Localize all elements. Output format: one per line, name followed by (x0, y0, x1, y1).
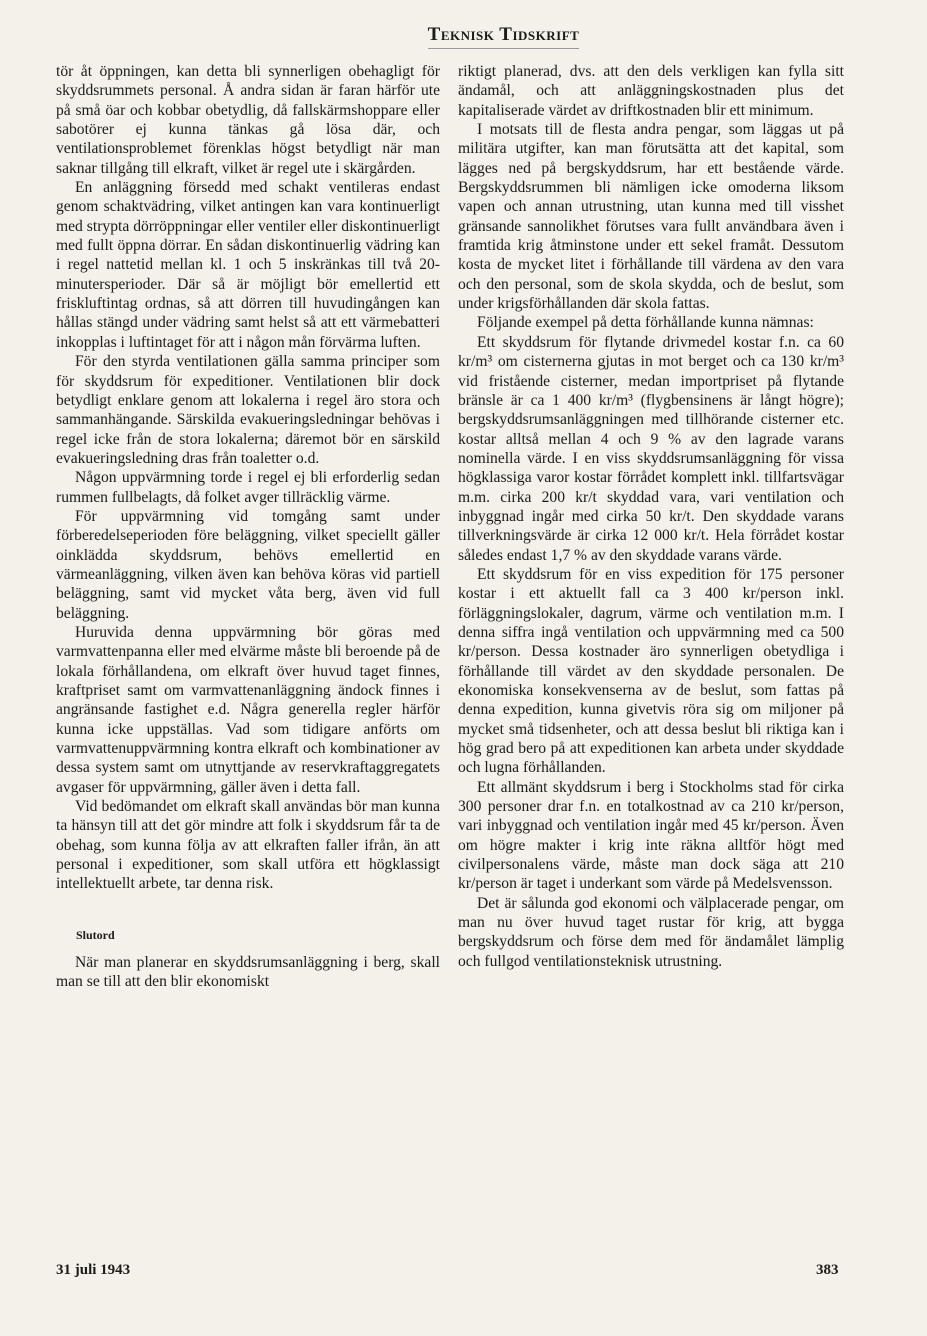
paragraph: Ett allmänt skyddsrum i berg i Stockholms stad för cirka 300 personer drar f.n. en totalkostnad av ca 210 kr/person, vari inbyggnad och ventilation ingår med 45 kr/person. Även om högre makter i krig inte räkna alltför högt med civilpersonalens värde, måste man dock säga att 210 kr/person är taget i underkant som värde på Medelsvensson. (458, 778, 844, 893)
left-column (56, 62, 440, 992)
paragraph: En anläggning försedd med schakt ventileras endast genom schaktvädring, vilket antingen kan vara kontinuerligt med strypta dörröppningar eller ventiler eller diskontinuerligt med fullt öppna dörrar. En sådan diskontinuerlig vädring kan i regel nattetid mellan kl. 1 och 5 inskränkas till två 20-minutersperioder. Där så är möjligt bör emellertid ett friskluftintag ordnas, så att dörren till huvudingången kan hållas stängd under vädring samt helst så att ett värmebatteri inkopplas i luftintaget för att i någon mån förvärma luften. (56, 179, 440, 351)
issue-date: 31 juli 1943 (56, 1262, 131, 1278)
paragraph: Vid bedömandet om elkraft skall användas bör man kunna ta hänsyn till att det gör mindre att folk i skyddsrum får ta de obehag, som kunna följa av att elkraften faller ifrån, än att personal i expeditioner, som skall utföra ett högklassigt intellektuellt arbete, tar denna risk. (56, 798, 440, 893)
right-column (458, 62, 844, 971)
paragraph: För uppvärmning vid tomgång samt under förberedelseperioden före beläggning, vilket speciellt gäller oinklädda skyddsrum, behövs emellertid en värmeanläggning, vilken även kan behöva köras vid partiell beläggning, samt vid mycket våta berg, även vid full beläggning. (56, 507, 440, 622)
journal-title: Teknisk Tidskrift (428, 24, 580, 49)
section-heading: Slutord (76, 927, 115, 942)
paragraph: För den styrda ventilationen gälla samma principer som för skyddsrum för expeditioner. Ventilationen blir dock betydligt enklare genom att lokalerna i regel äro stora och sammanhängande. Särskilda evakueringsledningar behövas i regel icke från de stora lokalerna; däremot bör en särskild evakueringsledning dras från toaletter o.d. (56, 353, 440, 467)
page-number: 383 (816, 1262, 839, 1278)
paragraph: tör åt öppningen, kan detta bli synnerligen obehagligt för skyddsrummets personal. Å andra sidan är faran härför ute på små öar och kobbar obetydlig, då fallskärmshoppare eller sabotörer ej kunna tänkas gå lösa där, och ventilationsproblemet förenklas högst betydligt när man saknar tillgång till elkraft, vilket är regel ute i skärgården. (56, 63, 440, 177)
paragraph: Följande exempel på detta förhållande kunna nämnas: (477, 314, 814, 332)
paragraph: När man planerar en skyddsrumsanläggning i berg, skall man se till att den blir ekonomiskt (56, 954, 440, 991)
paragraph: Huruvida denna uppvärmning bör göras med varmvattenpanna eller med elvärme måste bli beroende på de lokala förhållandena, om elkraft över huvud taget finnes, kraftpriset samt om varmvattenanläggning ändock finnes i angränsande fastighet e.d. Några generella regler härför kunna icke uppställas. Vad som tidigare anförts om varmvattenuppvärmning kontra elkraft och kombinationer av dessa system samt om utnyttjande av reservkraftaggregatets avgaser för uppvärmning, gäller även i detta fall. (56, 623, 440, 796)
paragraph: Ett skyddsrum för flytande drivmedel kostar f.n. ca 60 kr/m³ om cisternerna gjutas in mot berget och ca 130 kr/m³ vid fristående cisterner, medan importpriset på flytande bränsle är ca 1 400 kr/m³ (flygbensinens är långt högre); bergskyddsrumsanläggningen med tillhörande cisterner etc. kostar alltså mellan 4 och 9 % av den lagrade varans nominella värde. I en viss skyddsrumsanläggning för vissa högklassiga varor kostar förrådet komplett inkl. tillfartsvägar m.m. cirka 200 kr/t skyddad vara, vari ventilation och inbyggnad ingår med cirka 50 kr/t. Den skyddade varans tillverkningsvärde är cirka 12 000 kr/t. Hela förrådet kostar således endast 1,7 % av den skyddade varans värde. (458, 333, 844, 564)
paragraph: Det är sålunda god ekonomi och välplacerade pengar, om man nu över huvud taget rustar för krig, att bygga bergskyddsrum och förse dem med för ändamålet lämplig och fullgod ventilationsteknisk utrustning. (458, 894, 844, 970)
paragraph: Någon uppvärmning torde i regel ej bli erforderlig sedan rummen fullbelagts, då folket avger tillräcklig värme. (56, 469, 440, 506)
paragraph: Ett skyddsrum för en viss expedition för 175 personer kostar i ett aktuellt fall ca 3 400 kr/person inkl. förläggningslokaler, dagrum, värme och ventilation m.m. I denna siffra ingå ventilation och uppvärmning med ca 500 kr/person. Dessa kostnader äro synnerligen obetydliga i förhållande till värdet av den skyddade personalen. De ekonomiska konsekvenserna av de beslut, som fattas på denna expedition, kunna givetvis röra sig om miljoner på mycket små tidsenheter, och att dessa beslut bli riktiga kan i hög grad bero på att expeditionen kan arbeta under skyddade och lugna förhållanden. (458, 565, 844, 777)
paragraph: riktigt planerad, dvs. att den dels verkligen kan fylla sitt ändamål, och att anläggningskostnaden plus det kapitaliserade värdet av driftkostnaden blir ett minimum. (458, 63, 844, 119)
journal-header (0, 24, 927, 49)
paragraph: I motsats till de flesta andra pengar, som läggas ut på militära utgifter, kan man förutsätta att det kapital, som lägges ned på bergskyddsrum, har ett bestående värde. Bergskyddsrummen bli nämligen icke omoderna liksom vapen och annan utrustning, utan kunna med till visshet gränsande sannolikhet förutses vara fullt användbara även i framtida krig åtminstone under ett sekel framåt. Dessutom kosta de mycket litet i förhållande till värdena av den vara och den personal, som de skola skydda, och de beslut, som under krigsförhållanden där skola fattas. (458, 121, 844, 313)
